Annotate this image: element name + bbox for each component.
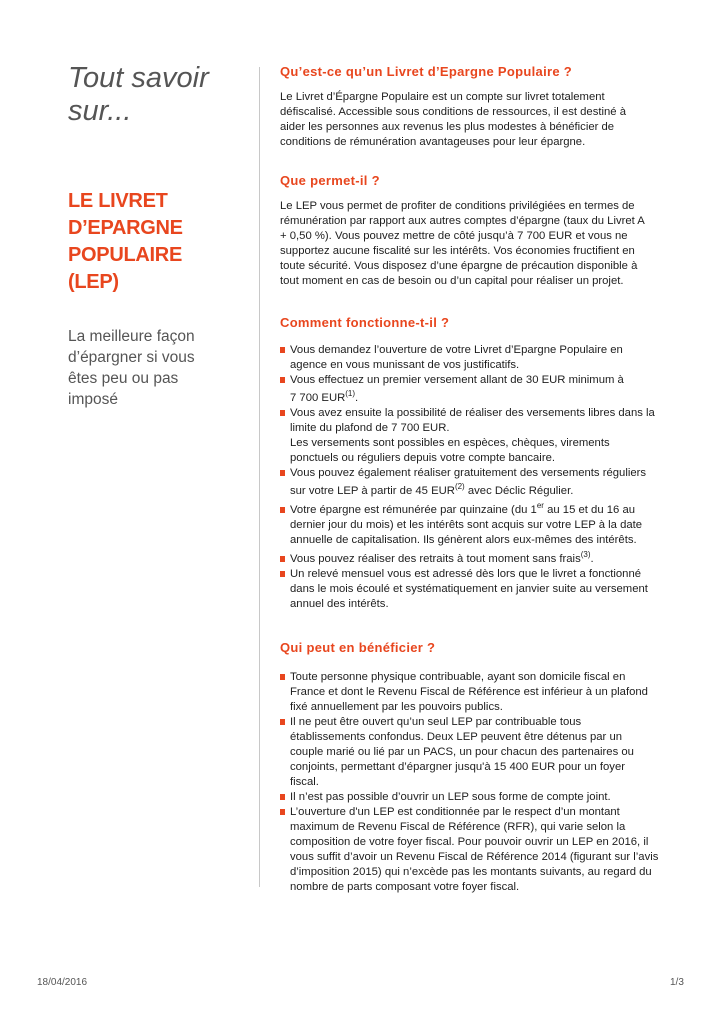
bullet-list xyxy=(280,343,670,612)
bullet-icon xyxy=(280,507,285,513)
footnote-ref: (2) xyxy=(454,482,465,492)
bullet-icon xyxy=(280,571,285,577)
tagline-line: êtes peu ou pas xyxy=(68,370,179,387)
column-divider xyxy=(259,67,260,887)
footnote-ref: (1) xyxy=(345,389,356,399)
section-paragraph xyxy=(280,90,670,150)
list-item: Il n’est pas possible d’ouvrir un LEP sous forme de compte joint. xyxy=(280,790,670,805)
paragraph-line: aider les personnes aux revenus les plus modestes à bénéficier de xyxy=(280,121,615,133)
list-item: Il ne peut être ouvert qu’un seul LEP par contribuable tous établissements confondus. Deux LEP peuvent être détenus par un couple marié ou lié par un PACS, un pour chacun des partenaires ou conjoints, permettant d’épargner jusqu'à 15 400 EUR pour un foyer fiscal. xyxy=(280,715,670,790)
paragraph-line: + 0,50 %). Vous pouvez mettre de côté jusqu’à 7 700 EUR et vous ne xyxy=(280,230,628,242)
paragraph-line: défiscalisé. Accessible sous conditions de ressources, il est destiné à xyxy=(280,106,626,118)
bullet-list xyxy=(280,670,670,895)
bullet-icon xyxy=(280,674,285,680)
paragraph-line: supportez aucune fiscalité sur les intérêts. Vos économies fructifient en xyxy=(280,245,635,257)
doc-subtitle-line: D’EPARGNE xyxy=(68,217,183,239)
tagline-line: imposé xyxy=(68,391,118,408)
list-item: L’ouverture d'un LEP est conditionnée par le respect d’un montant maximum de Revenu Fiscal de Référence (RFR), qui varie selon la composition de votre foyer fiscal. Pour pouvoir ouvrir un LEP en 2016, il vous suffit d’avoir un Revenu Fiscal de Référence 2014 (figurant sur l’avis d’imposition 2015) qui n’excède pas les montants suivants, au regard du nombre de parts composant votre foyer fiscal. xyxy=(280,805,670,895)
paragraph-line: Le Livret d’Épargne Populaire est un compte sur livret totalement xyxy=(280,91,605,103)
list-item: Vous demandez l’ouverture de votre Livret d’Epargne Populaire en agence en vous munissant de vos justificatifs. xyxy=(280,343,670,373)
bullet-icon xyxy=(280,470,285,476)
section-heading: Comment fonctionne-t-il ? xyxy=(280,315,450,330)
doc-tagline xyxy=(68,326,238,410)
footnote-ref: er xyxy=(536,501,544,511)
list-item: Vous effectuez un premier versement allant de 30 EUR minimum à 7 700 EUR$^{(1)}$. xyxy=(280,373,670,406)
bullet-icon xyxy=(280,556,285,562)
section-heading: Qu’est-ce qu’un Livret d’Epargne Populaire ? xyxy=(280,64,573,79)
doc-subtitle-line: (LEP) xyxy=(68,271,119,293)
list-item: Toute personne physique contribuable, ayant son domicile fiscal en France et dont le Revenu Fiscal de Référence est inférieur à un plafond fixé annuellement par les pouvoirs publics. xyxy=(280,670,670,715)
section-heading: Qui peut en bénéficier ? xyxy=(280,640,436,655)
doc-subtitle-line: POPULAIRE xyxy=(68,244,182,266)
paragraph-line: toute sécurité. Vous disposez d’une épargne de précaution disponible à xyxy=(280,260,638,272)
list-item: Vous pouvez réaliser des retraits à tout moment sans frais$^{(3)}$. xyxy=(280,552,670,567)
footnote-ref: (3) xyxy=(580,550,591,560)
doc-title xyxy=(68,62,238,128)
list-item: Vous pouvez également réaliser gratuitement des versements réguliers sur votre LEP à partir de 45 EUR$^{(2)}$ avec Déclic Régulier. xyxy=(280,466,670,499)
right-column xyxy=(280,64,670,920)
section-heading: Que permet-il ? xyxy=(280,173,380,188)
paragraph-line: Le LEP vous permet de profiter de conditions privilégiées en termes de xyxy=(280,200,635,212)
tagline-line: La meilleure façon xyxy=(68,328,195,345)
bullet-icon xyxy=(280,347,285,353)
bullet-icon xyxy=(280,794,285,800)
list-item: Un relevé mensuel vous est adressé dès lors que le livret a fonctionné dans le mois écoulé et systématiquement en janvier suite au versement annuel des intérêts. xyxy=(280,567,670,612)
section-paragraph xyxy=(280,199,670,289)
paragraph-line: rémunération par rapport aux autres comptes d’épargne (taux du Livret A xyxy=(280,215,645,227)
tagline-line: d’épargner si vous xyxy=(68,349,195,366)
doc-subtitle xyxy=(68,188,238,296)
paragraph-line: tout moment en cas de besoin ou d’un capital pour réaliser un projet. xyxy=(280,275,624,287)
left-column xyxy=(68,62,238,410)
paragraph-line: conditions de rémunération avantageuses pour leur épargne. xyxy=(280,136,586,148)
doc-title-line: Tout savoir xyxy=(68,62,209,94)
list-item: Votre épargne est rémunérée par quinzaine (du 1er au 15 et du 16 au dernier jour du mois) et les intérêts sont acquis sur votre LEP à la date annuelle de capitalisation. Ils génèrent alors eux-mêmes des intérêts. xyxy=(280,503,670,548)
doc-subtitle-line: LE LIVRET xyxy=(68,190,168,212)
bullet-icon xyxy=(280,410,285,416)
bullet-icon xyxy=(280,809,285,815)
footer-date: 18/04/2016 xyxy=(37,977,88,988)
bullet-icon xyxy=(280,377,285,383)
page-number: 1/3 xyxy=(670,977,684,988)
doc-title-line: sur... xyxy=(68,95,132,127)
bullet-icon xyxy=(280,719,285,725)
list-item: Vous avez ensuite la possibilité de réaliser des versements libres dans la limite du plafond de 7 700 EUR. Les versements sont possibles en espèces, chèques, virements ponctuels ou réguliers depuis votre compte bancaire. xyxy=(280,406,670,466)
